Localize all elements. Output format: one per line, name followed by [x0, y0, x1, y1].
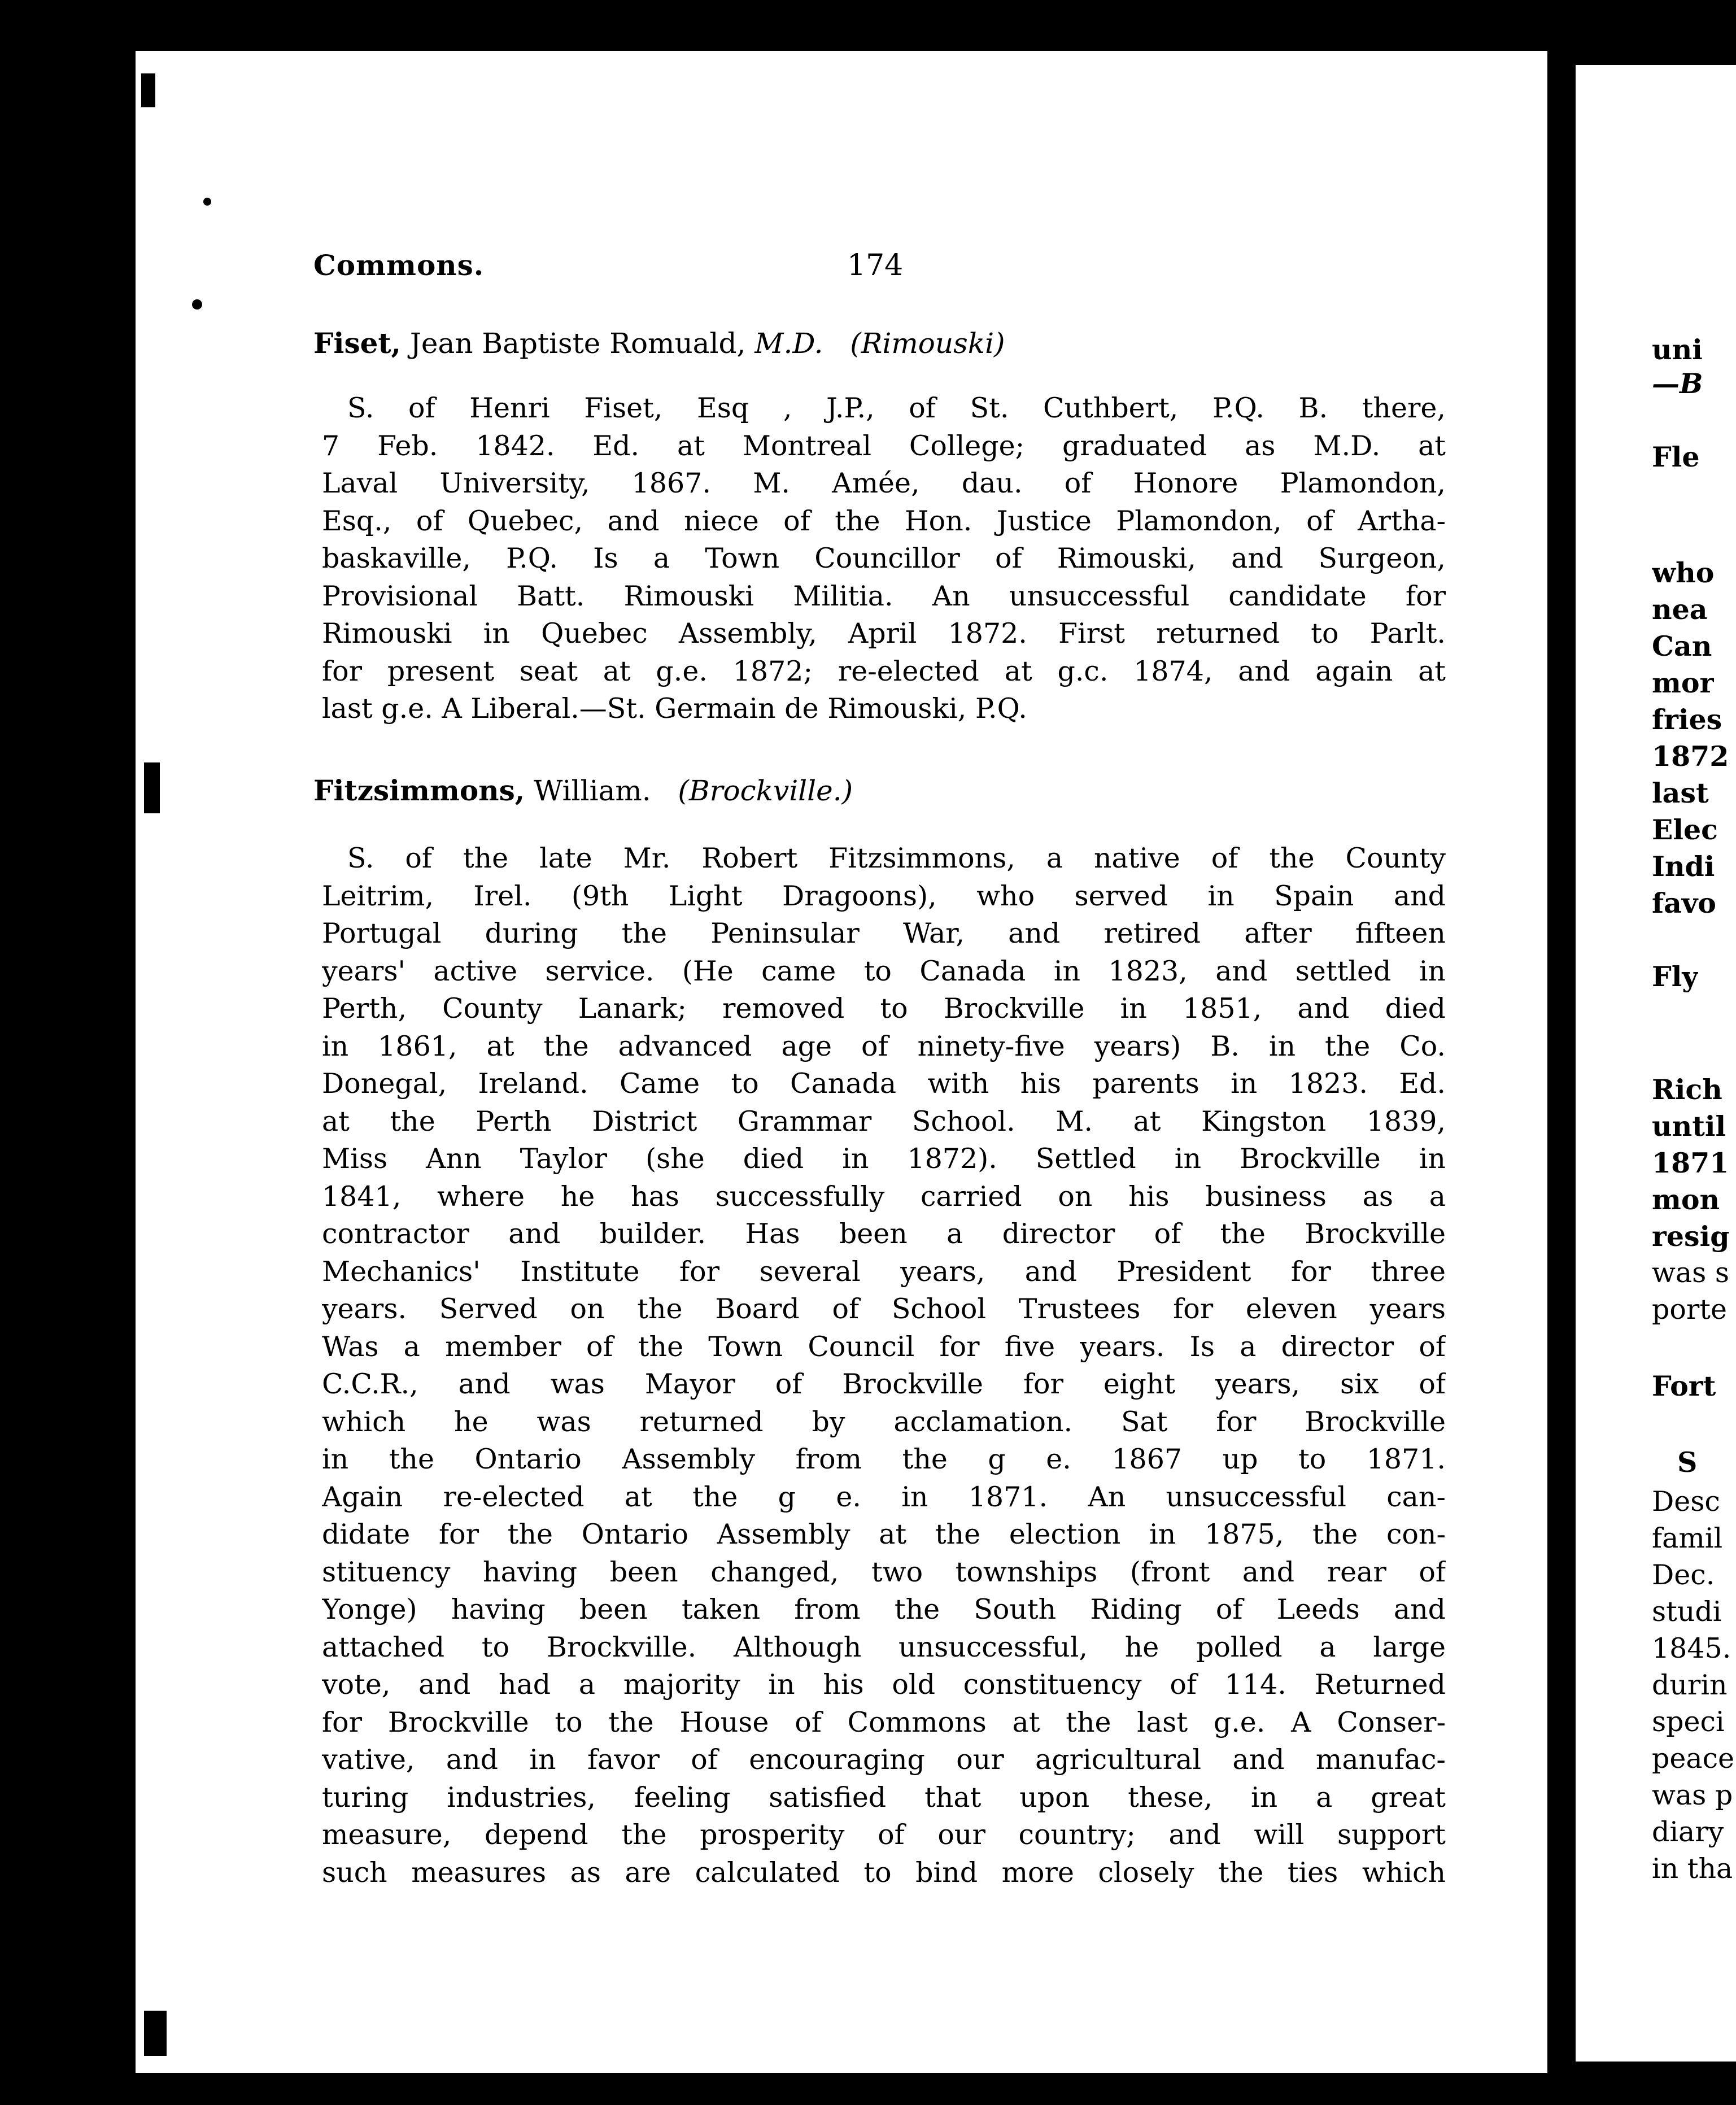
fragment-line: until [1652, 1110, 1726, 1143]
fragment-line: Desc [1652, 1485, 1720, 1518]
entry-heading-fitzsimmons [313, 774, 853, 807]
body-line: Portugal during the Peninsular War, and retired after fifteen [322, 917, 1446, 949]
fragment-line: studi [1652, 1596, 1722, 1628]
body-line: at the Perth District Grammar School. M. at Kingston 1839, [322, 1105, 1446, 1138]
body-line: for present seat at g.e. 1872; re-elected at g.c. 1874, and again at [322, 655, 1446, 687]
body-line: in the Ontario Assembly from the g e. 1867 up to 1871. [322, 1443, 1446, 1475]
entry-riding: (Brockville.) [678, 774, 853, 807]
body-line: S. of the late Mr. Robert Fitzsimmons, a native of the County [347, 842, 1446, 874]
body-line: last g.e. A Liberal.—St. Germain de Rimouski, P.Q. [322, 692, 1027, 725]
entry-degree: M.D. [754, 327, 823, 360]
body-line: such measures as are calculated to bind more closely the ties which [322, 1856, 1446, 1889]
scan-speck [144, 2011, 167, 2056]
body-line: baskaville, P.Q. Is a Town Councillor of Rimouski, and Surgeon, [322, 542, 1446, 574]
fragment-line: Rich [1652, 1073, 1722, 1106]
section-title: Commons. [313, 249, 485, 282]
fragment-line: who [1652, 556, 1715, 589]
fragment-line: porte [1652, 1293, 1727, 1326]
body-line: years. Served on the Board of School Trustees for eleven years [322, 1293, 1446, 1325]
body-line: didate for the Ontario Assembly at the election in 1875, the con- [322, 1518, 1446, 1550]
body-line: Mechanics' Institute for several years, and President for three [322, 1255, 1446, 1288]
body-line: contractor and builder. Has been a director of the Brockville [322, 1218, 1446, 1250]
scan-speck [144, 762, 160, 813]
body-line: attached to Brockville. Although unsuccessful, he polled a large [322, 1631, 1446, 1663]
fragment-line: famil [1652, 1522, 1723, 1554]
book-gutter [1547, 51, 1578, 2073]
body-line: measure, depend the prosperity of our country; and will support [322, 1819, 1446, 1851]
fragment-line: 1872 [1652, 740, 1729, 773]
fragment-line: was p [1652, 1779, 1733, 1811]
fragment-line: 1845. [1652, 1632, 1731, 1664]
fragment-line: Elec [1652, 813, 1718, 846]
body-line: Again re-elected at the g e. in 1871. An unsuccessful can- [322, 1480, 1446, 1513]
fragment-line: Indi [1652, 850, 1715, 883]
fragment-line: peace [1652, 1742, 1735, 1775]
body-line: vote, and had a majority in his old constituency of 114. Returned [322, 1668, 1446, 1701]
fragment-line: speci [1652, 1706, 1725, 1738]
body-line: 1841, where he has successfully carried on his business as a [322, 1180, 1446, 1213]
fragment-line: Fort [1652, 1370, 1716, 1402]
page-number: 174 [847, 249, 904, 282]
body-line: S. of Henri Fiset, Esq , J.P., of St. Cuthbert, P.Q. B. there, [347, 392, 1446, 424]
entry-body-fitzsimmons [322, 840, 1446, 1892]
entry-body-fiset [322, 390, 1446, 728]
fragment-line: favo [1652, 887, 1716, 919]
body-line: stituency having been changed, two townships (front and rear of [322, 1555, 1446, 1588]
body-line: Perth, County Lanark; removed to Brockville in 1851, and died [322, 992, 1446, 1025]
fragment-line: resig [1652, 1220, 1730, 1253]
entry-riding: (Rimouski) [850, 327, 1005, 360]
fragment-line: Dec. [1652, 1559, 1715, 1591]
fragment-line: last [1652, 777, 1709, 809]
body-line: vative, and in favor of encouraging our agricultural and manufac- [322, 1744, 1446, 1776]
running-header [313, 249, 1449, 288]
body-line: for Brockville to the House of Commons at the last g.e. A Conser- [322, 1706, 1446, 1738]
right-page-fragments [1652, 0, 1736, 2105]
entry-surname: Fitzsimmons, [313, 774, 525, 807]
scan-speck [203, 198, 211, 206]
fragment-line: uni [1652, 333, 1703, 366]
body-line: C.C.R., and was Mayor of Brockville for eight years, six of [322, 1368, 1446, 1400]
body-line: Rimouski in Quebec Assembly, April 1872. First returned to Parlt. [322, 617, 1446, 650]
body-line: Provisional Batt. Rimouski Militia. An unsuccessful candidate for [322, 579, 1446, 612]
body-line: Miss Ann Taylor (she died in 1872). Settled in Brockville in [322, 1143, 1446, 1175]
scan-speck [141, 73, 155, 107]
entry-surname: Fiset, [313, 326, 401, 360]
body-line: Donegal, Ireland. Came to Canada with his parents in 1823. Ed. [322, 1067, 1446, 1100]
fragment-line: in tha [1652, 1853, 1733, 1885]
fragment-line: fries [1652, 703, 1722, 736]
body-line: 7 Feb. 1842. Ed. at Montreal College; graduated as M.D. at [322, 429, 1446, 462]
body-line: years' active service. (He came to Canada in 1823, and settled in [322, 955, 1446, 987]
body-line: Esq., of Quebec, and niece of the Hon. Justice Plamondon, of Artha- [322, 504, 1446, 537]
fragment-line: Fly [1652, 960, 1698, 993]
fragment-line: mon [1652, 1183, 1720, 1216]
body-line: which he was returned by acclamation. Sat for Brockville [322, 1405, 1446, 1438]
fragment-line: durin [1652, 1669, 1728, 1701]
entry-heading-fiset [313, 326, 1005, 360]
entry-given-names: Jean Baptiste Romuald, [409, 327, 746, 360]
fragment-line: 1871 [1652, 1147, 1729, 1179]
fragment-line: mor [1652, 666, 1715, 699]
body-line: Leitrim, Irel. (9th Light Dragoons), who served in Spain and [322, 879, 1446, 912]
body-line: in 1861, at the advanced age of ninety-five years) B. in the Co. [322, 1030, 1446, 1062]
body-line: Laval University, 1867. M. Amée, dau. of Honore Plamondon, [322, 467, 1446, 499]
fragment-line: S [1677, 1446, 1698, 1479]
fragment-line: nea [1652, 593, 1708, 626]
fragment-line: Can [1652, 630, 1712, 663]
entry-given-names: William. [534, 774, 651, 807]
fragment-line: —B [1652, 367, 1703, 400]
body-line: Yonge) having been taken from the South Riding of Leeds and [322, 1593, 1446, 1625]
fragment-line: Fle [1652, 441, 1700, 473]
body-line: Was a member of the Town Council for five years. Is a director of [322, 1330, 1446, 1363]
body-line: turing industries, feeling satisfied that upon these, in a great [322, 1781, 1446, 1814]
scan-speck [192, 299, 202, 310]
fragment-line: diary [1652, 1816, 1724, 1848]
fragment-line: was s [1652, 1257, 1730, 1289]
